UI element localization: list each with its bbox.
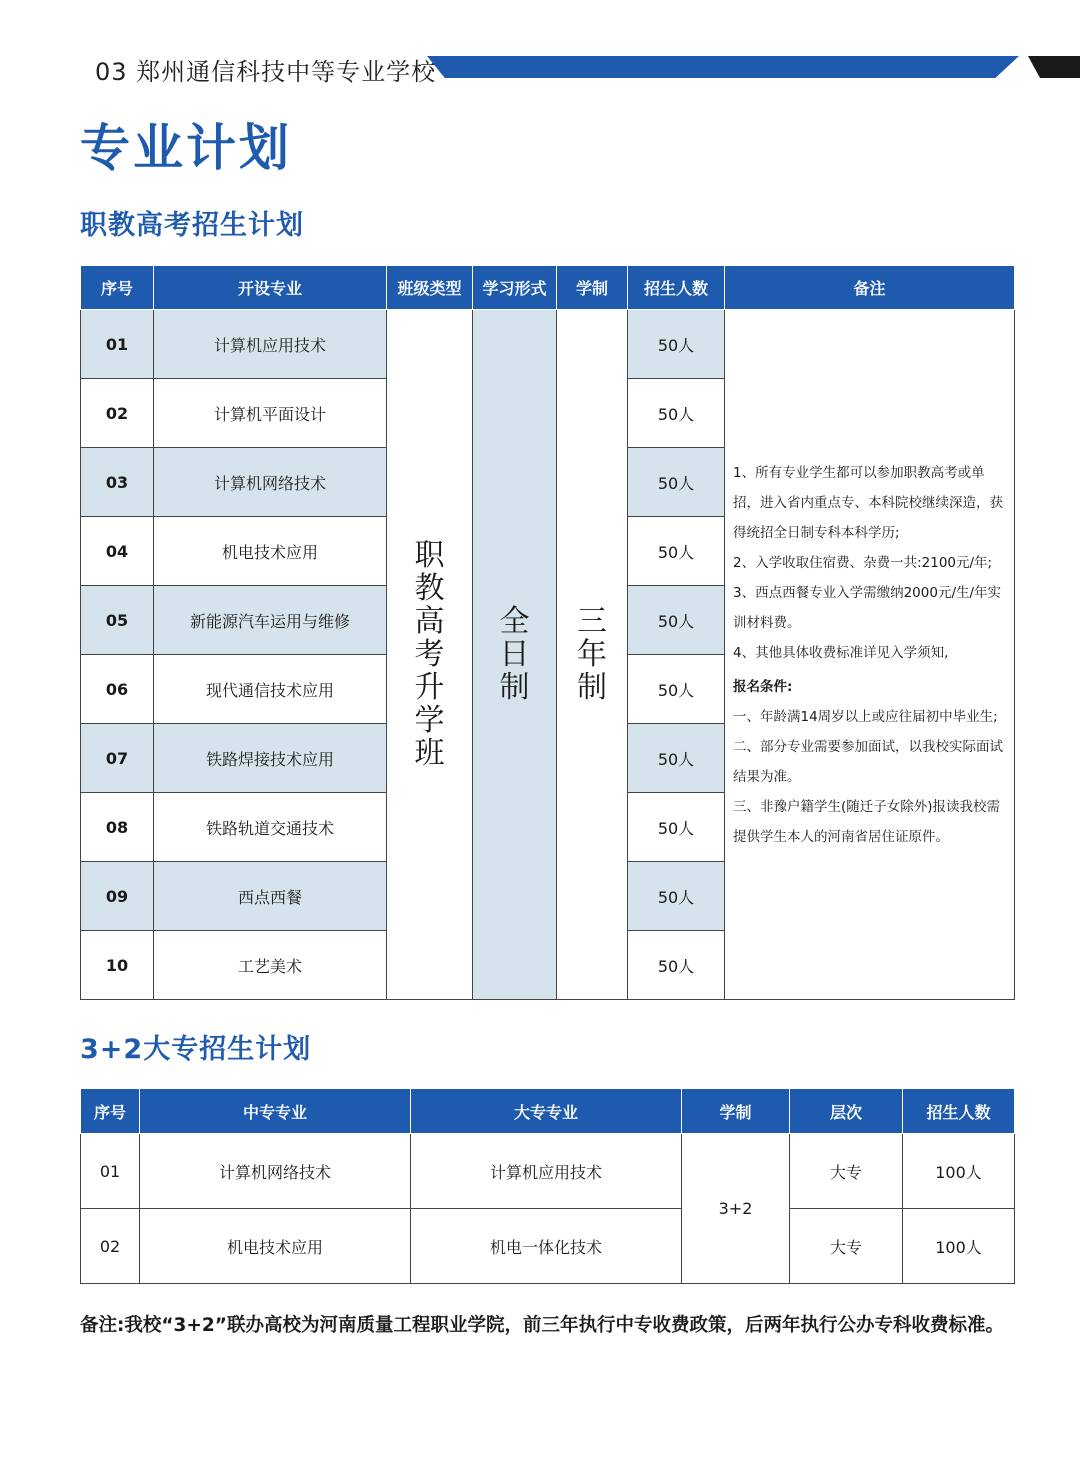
conditions-title: 报名条件:	[733, 678, 793, 695]
three-plus-two-plan-table	[80, 1088, 1015, 1284]
row-major: 铁路焊接技术应用	[154, 724, 387, 793]
row-major: 工艺美术	[154, 931, 387, 1000]
col-header-no: 序号	[81, 266, 154, 310]
row-no: 03	[81, 448, 154, 517]
col-header-notes: 备注	[725, 266, 1015, 310]
row-count: 50人	[628, 655, 725, 724]
row-level: 大专	[790, 1209, 903, 1284]
table-header-row	[81, 1089, 1015, 1134]
duration-cell	[557, 310, 628, 1000]
row-no: 08	[81, 793, 154, 862]
row-major: 西点西餐	[154, 862, 387, 931]
row-count: 50人	[628, 793, 725, 862]
condition-line: 一、年龄满14周岁以上或应往届初中毕业生;	[733, 708, 998, 725]
row-count: 50人	[628, 310, 725, 379]
class-type-text: 职教高考升学班	[414, 538, 445, 771]
row-no: 01	[81, 310, 154, 379]
col-header-duration: 学制	[682, 1089, 790, 1134]
row-count: 100人	[903, 1209, 1015, 1284]
col-header-class-type: 班级类型	[387, 266, 473, 310]
col-header-major: 开设专业	[154, 266, 387, 310]
section-title-vocational: 职教高考招生计划	[80, 210, 304, 241]
row-no: 02	[81, 379, 154, 448]
notes-cell	[725, 310, 1015, 1000]
class-type-cell	[387, 310, 473, 1000]
row-count: 50人	[628, 724, 725, 793]
header-decor-bar	[427, 56, 1019, 78]
header-decor-tab	[1028, 56, 1080, 78]
note-line: 3、西点西餐专业入学需缴纳2000元/生/年实训材料费。	[733, 584, 1002, 631]
row-level: 大专	[790, 1134, 903, 1209]
col-header-study-form: 学习形式	[473, 266, 557, 310]
study-form-text: 全日制	[499, 604, 530, 705]
vocational-plan-table	[80, 265, 1015, 1000]
note-line: 2、入学收取住宿费、杂费一共:2100元/年;	[733, 554, 993, 571]
row-count: 100人	[903, 1134, 1015, 1209]
duration-cell: 3+2	[682, 1134, 790, 1284]
col-header-level: 层次	[790, 1089, 903, 1134]
row-count: 50人	[628, 862, 725, 931]
row-major: 计算机应用技术	[154, 310, 387, 379]
row-major: 机电技术应用	[154, 517, 387, 586]
row-no: 05	[81, 586, 154, 655]
row-major: 新能源汽车运用与维修	[154, 586, 387, 655]
table-row	[81, 1134, 1015, 1209]
header-page-label: 03 郑州通信科技中等专业学校	[95, 58, 437, 86]
row-college-major: 机电一体化技术	[411, 1209, 682, 1284]
study-form-cell	[473, 310, 557, 1000]
row-secondary-major: 计算机网络技术	[140, 1134, 411, 1209]
row-major: 计算机网络技术	[154, 448, 387, 517]
row-no: 07	[81, 724, 154, 793]
section-title-3plus2: 3+2大专招生计划	[80, 1034, 312, 1065]
condition-line: 二、部分专业需要参加面试，以我校实际面试结果为准。	[733, 738, 1003, 785]
col-header-duration: 学制	[557, 266, 628, 310]
row-count: 50人	[628, 517, 725, 586]
row-secondary-major: 机电技术应用	[140, 1209, 411, 1284]
row-count: 50人	[628, 379, 725, 448]
row-no: 01	[81, 1134, 140, 1209]
row-college-major: 计算机应用技术	[411, 1134, 682, 1209]
col-header-count: 招生人数	[628, 266, 725, 310]
row-major: 铁路轨道交通技术	[154, 793, 387, 862]
page-title: 专业计划	[80, 119, 292, 177]
row-major: 现代通信技术应用	[154, 655, 387, 724]
table-row	[81, 1209, 1015, 1284]
note-line: 1、所有专业学生都可以参加职教高考或单招，进入省内重点专、本科院校继续深造，获得统招全日制专科本科学历;	[733, 464, 1003, 541]
col-header-no: 序号	[81, 1089, 140, 1134]
note-line: 4、其他具体收费标准详见入学须知,	[733, 644, 949, 661]
footnote: 备注:我校“3+2”联办高校为河南质量工程职业学院，前三年执行中专收费政策，后两年执行公办专科收费标准。	[80, 1315, 1004, 1336]
row-major: 计算机平面设计	[154, 379, 387, 448]
condition-line: 三、非豫户籍学生(随迁子女除外)报读我校需提供学生本人的河南省居住证原件。	[733, 798, 1001, 845]
row-no: 06	[81, 655, 154, 724]
row-no: 09	[81, 862, 154, 931]
row-count: 50人	[628, 931, 725, 1000]
row-no: 04	[81, 517, 154, 586]
col-header-count: 招生人数	[903, 1089, 1015, 1134]
table-header-row	[81, 266, 1015, 310]
col-header-college-major: 大专专业	[411, 1089, 682, 1134]
duration-text: 三年制	[577, 604, 607, 705]
row-count: 50人	[628, 586, 725, 655]
row-no: 02	[81, 1209, 140, 1284]
table-row	[81, 310, 1015, 379]
col-header-secondary-major: 中专专业	[140, 1089, 411, 1134]
row-count: 50人	[628, 448, 725, 517]
row-no: 10	[81, 931, 154, 1000]
